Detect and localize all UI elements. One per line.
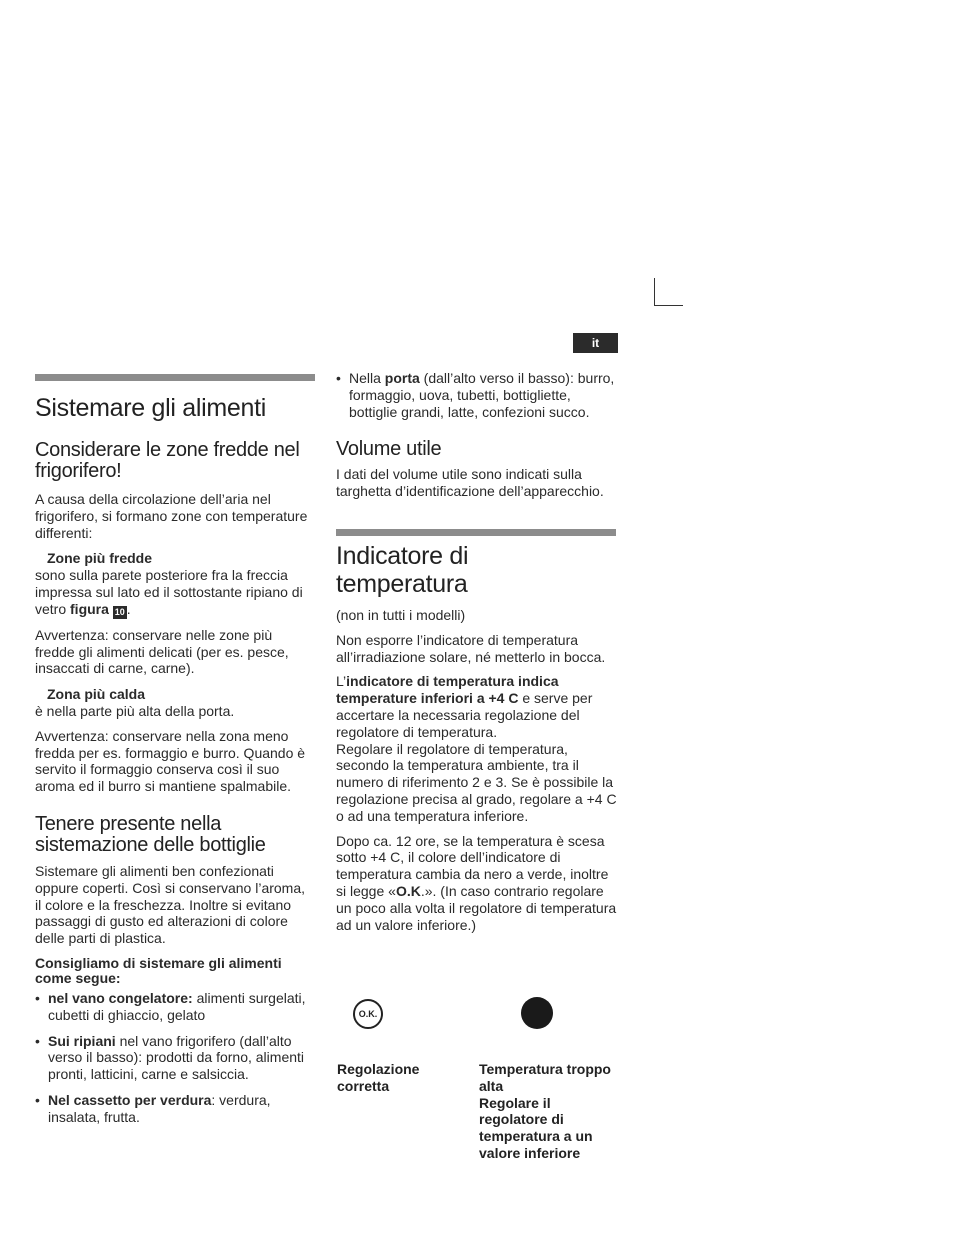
list-item: • nel vano congelatore: alimenti surgelati, cubetti di ghiaccio, gelato [35,990,315,1024]
sun-warning: Non esporre l’indicatore di temperatura all’irradiazione solare, né metterlo in bocca. [336,631,606,665]
crop-mark-horizontal [654,305,683,306]
right-column [336,370,620,933]
crop-mark-vertical [654,278,655,306]
not-all-models: (non in tutti i modelli) [336,606,466,623]
heading-volume: Volume utile [336,438,442,461]
list-item: • Sui ripiani nel vano frigorifero (dall’alto verso il basso): prodotti da forno, alimenti pronti, latticini, carne e salsiccia. [35,1033,315,1083]
dark-indicator-icon [521,997,553,1029]
adjust-text: Regolare il regolatore di temperatura, secondo la temperatura ambiente, tra il numero di riferimento 2 e 3. Se è possibile la regolazione precisa al grado, regolare a +4 C o ad una temperatura inferiore. [336,740,617,824]
indicator-description: L’indicatore di temperatura indica temperature inferiori a +4 C e serve per accertare la necessaria regolazione del regolatore di temperatura. [336,673,593,740]
advice-text: Consigliamo di sistemare gli alimenti come segue: [35,954,282,986]
section-rule [336,529,616,536]
bottles-text: Sistemare gli alimenti ben confezionati oppure coperti. Così si conservano l’aroma, il colore e la freschezza. Inoltre si evitano passaggi di gusto ed alterazioni di colore delle parti di plastica. [35,862,306,947]
caption-correct: Regolazione corretta [337,1061,420,1094]
ok-indicator-icon: O.K. [353,999,383,1029]
coldest-label: Zone più fredde [47,550,152,567]
language-tab: it [573,333,618,353]
section-title: Sistemare gli alimenti [35,394,266,422]
zones-intro: A causa della circolazione dell’aria nel frigorifero, si formano zone con temperature differenti: [35,491,308,541]
heading-cold-zones: Considerare le zone fredde nel frigorifero! [35,439,300,482]
heading-bottles: Tenere presente nella sistemazione delle bottiglie [35,812,266,856]
section-rule [35,374,315,381]
warmest-text: è nella parte più alta della porta. [35,702,235,719]
caption-too-high: Temperatura troppo alta Regolare il regolatore di temperatura a un valore inferiore [479,1061,611,1161]
list-item: • Nella porta (dall’alto verso il basso): burro, formaggio, uova, tubetti, bottigliette, bottiglie grandi, latte, confezioni succo. [336,370,620,420]
coldest-text: sono sulla parete posteriore fra la freccia impressa sul lato ed il sottostante ripiano di vetro figura 10 . [35,567,303,617]
section-title-indicator: Indicatore di temperatura [336,541,469,598]
warmest-label: Zona più calda [47,686,146,703]
volume-text: I dati del volume utile sono indicati sulla targhetta d’identificazione dell’apparecchio. [336,466,604,500]
list-item: • Nel cassetto per verdura: verdura, insalata, frutta. [35,1092,315,1126]
warning-cold: Avvertenza: conservare nelle zone più fredde gli alimenti delicati (per es. pesce, insaccati di carne, carne). [35,626,289,677]
storage-list [35,990,315,1126]
warning-warm: Avvertenza: conservare nella zona meno fredda per es. formaggio e burro. Quando è servito il formaggio conserva così il suo aroma ed il burro si mantiene spalmabile. [35,727,306,795]
door-list [336,370,620,420]
after-text: Dopo ca. 12 ore, se la temperatura è scesa sotto +4 C, il colore dell’indicatore di temperatura cambia da nero a verde, inoltre si legge «O.K.». (In caso contrario regolare un poco alla volta il regolatore di temperatura ad un valore inferiore.) [336,832,617,933]
left-column [35,374,315,1126]
figure-number-badge: 10 [114,606,125,617]
